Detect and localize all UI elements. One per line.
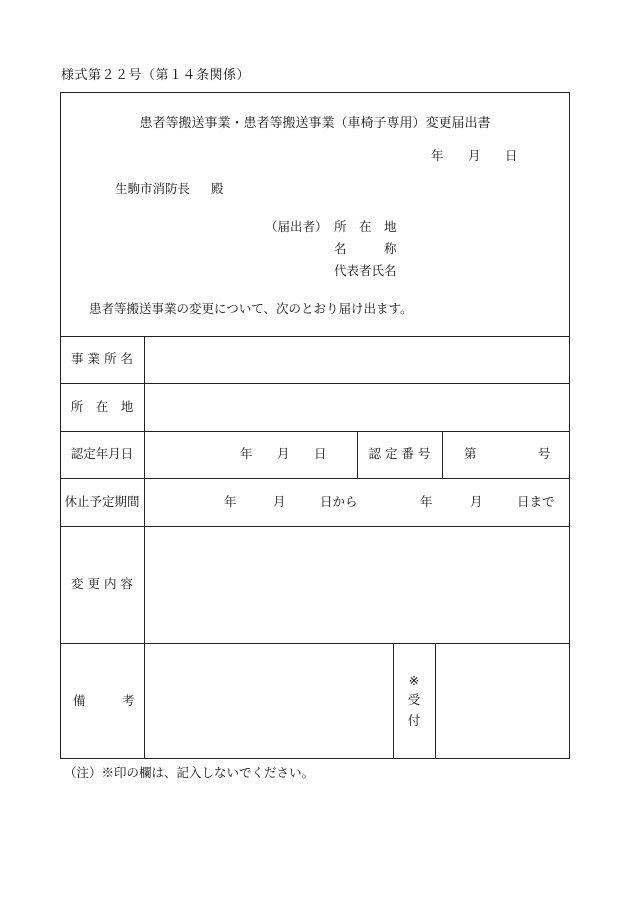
- applicant-address-label: 所 在 地: [334, 219, 397, 234]
- remarks-label-part2: 考: [122, 693, 135, 708]
- suspension-from-year: 年: [224, 494, 237, 509]
- honorific: 殿: [211, 181, 224, 196]
- suspension-from-month: 月: [273, 494, 286, 509]
- applicant-name-label-part2: 称: [384, 241, 397, 256]
- rule-header-bottom: [60, 336, 570, 337]
- receipt-mark: ※: [408, 673, 420, 688]
- rule-row-3: [60, 478, 570, 479]
- rule-row-1: [60, 383, 570, 384]
- date-year-label: 年: [431, 148, 444, 163]
- applicant-name-label-part1: 名: [334, 241, 347, 256]
- receipt-label-part2: 付: [407, 713, 421, 728]
- form-title: 患者等搬送事業・患者等搬送事業（車椅子専用）変更届出書: [139, 116, 491, 131]
- suspension-to-month: 月: [470, 494, 483, 509]
- rule-row-5: [60, 643, 570, 644]
- cert-date-label: 認定年月日: [70, 446, 134, 461]
- statement: 患者等搬送事業の変更について、次のとおり届け出ます。: [89, 301, 413, 316]
- date-month-label: 月: [468, 148, 481, 163]
- suspension-to-year: 年: [420, 494, 433, 509]
- applicant-label: （届出者）: [265, 219, 328, 234]
- cert-year: 年: [240, 446, 253, 461]
- location-label: 所 在 地: [70, 399, 134, 414]
- change-details-label: 変 更 内 容: [71, 576, 133, 591]
- rule-receipt-split-2: [435, 643, 436, 759]
- form-number: 様式第２２号（第１４条関係）: [61, 68, 251, 83]
- suspension-to-day: 日まで: [517, 494, 555, 509]
- suspension-from-day: 日から: [320, 494, 358, 509]
- date-day-label: 日: [505, 148, 518, 163]
- receipt-label-part1: 受: [407, 692, 421, 707]
- rule-label-column: [144, 336, 145, 759]
- rule-row-2: [60, 431, 570, 432]
- suspension-label: 休止予定期間: [64, 494, 140, 509]
- office-name-label: 事 業 所 名: [71, 351, 133, 366]
- rule-cert-split-2: [442, 431, 443, 478]
- addressee: 生駒市消防長: [115, 181, 191, 196]
- remarks-label-part1: 備: [73, 693, 86, 708]
- representative-label: 代表者氏名: [334, 263, 397, 278]
- cert-number-label: 認 定 番 号: [368, 446, 431, 461]
- footnote: （注）※印の欄は、記入しないでください。: [64, 765, 315, 780]
- cert-number-prefix: 第: [464, 446, 477, 461]
- cert-day: 日: [314, 446, 327, 461]
- cert-number-suffix: 号: [538, 446, 551, 461]
- rule-row-4: [60, 526, 570, 527]
- cert-month: 月: [277, 446, 290, 461]
